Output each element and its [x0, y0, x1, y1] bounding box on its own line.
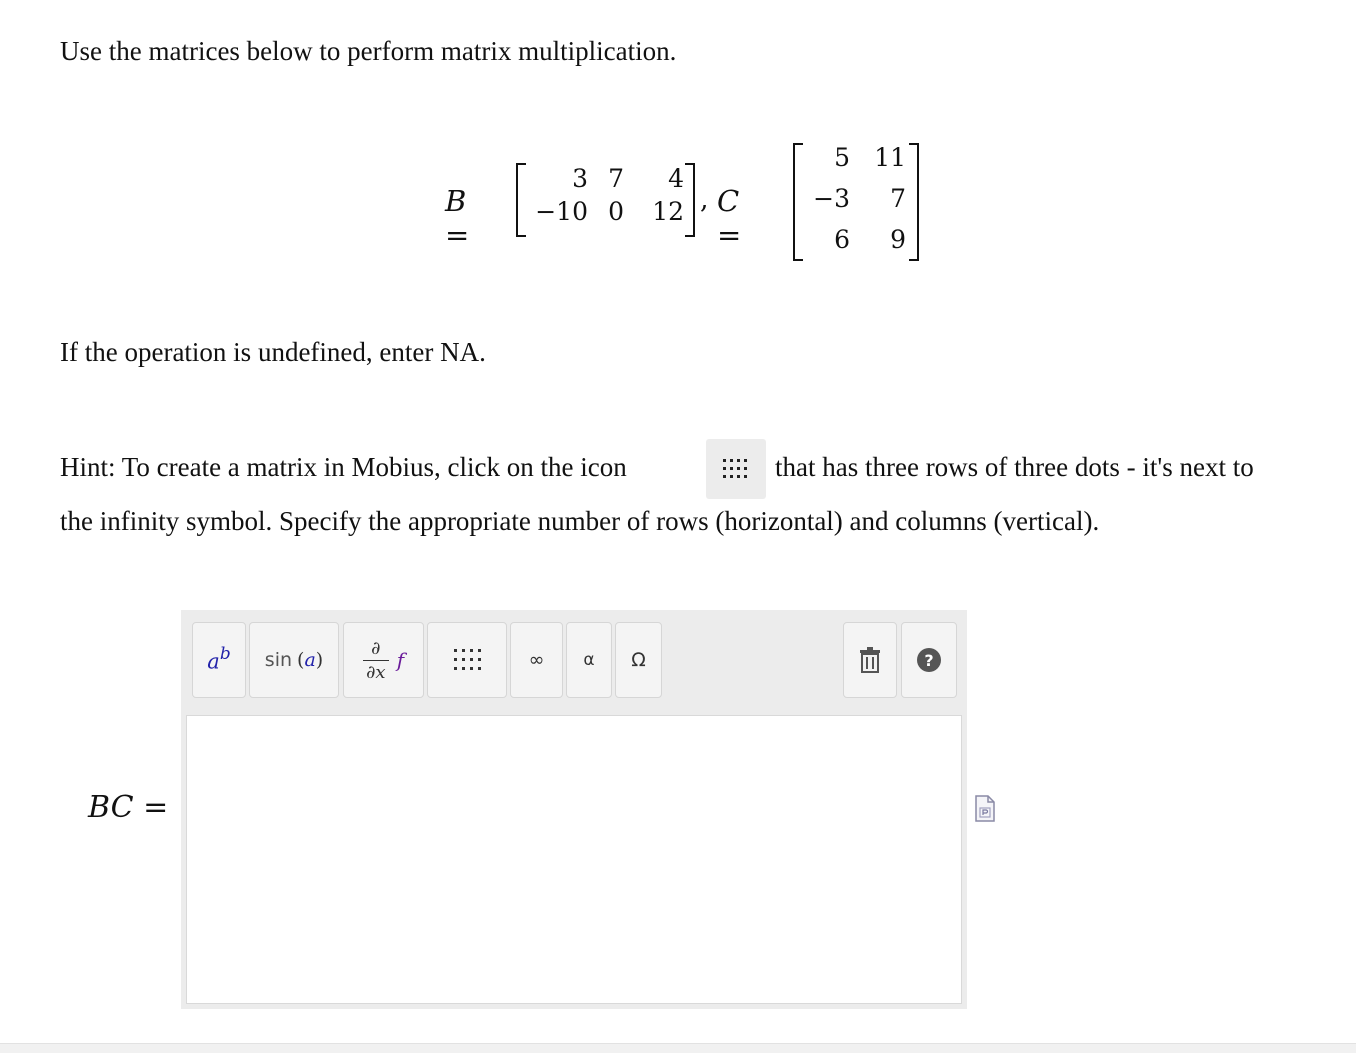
matrix-b-cell: 0 [608, 197, 624, 226]
hint-text-after: that has three rows of three dots - it's next to [775, 452, 1254, 482]
answer-equals: = [143, 790, 169, 825]
trash-icon [859, 647, 881, 673]
matrix-c-cell: 11 [874, 143, 906, 172]
greek-alpha-button[interactable] [566, 622, 612, 698]
intro-text: Use the matrices below to perform matrix multiplication. [60, 36, 677, 66]
infinity-symbol: ∞ [528, 649, 545, 671]
hint-text-line2: the infinity symbol. Specify the appropriate number of rows (horizontal) and columns (vertical). [60, 506, 1100, 536]
matrix-c-grid [808, 143, 906, 254]
matrix-b-equals: = [445, 218, 470, 252]
superscript-button[interactable] [192, 622, 246, 698]
matrix-c-cell: 7 [890, 184, 906, 213]
matrix-b-cell: 7 [608, 164, 624, 193]
greek-omega-button[interactable] [615, 622, 662, 698]
matrix-c-equals: = [717, 218, 742, 252]
derivative-numerator: ∂ [371, 637, 381, 659]
equation-editor [181, 610, 967, 1009]
alpha-symbol: α [583, 650, 595, 670]
matrix-b-cell: −10 [535, 197, 588, 226]
matrix-separator: , [700, 184, 709, 215]
matrix-c-label: C [717, 184, 740, 218]
help-icon [917, 648, 941, 672]
derivative-f: f [396, 648, 405, 672]
matrix-c-left-bracket [791, 142, 805, 262]
derivative-denominator: ∂x [366, 661, 386, 683]
hint-text-before: Hint: To create a matrix in Mobius, click on the icon [60, 452, 627, 482]
matrix-b-left-bracket [514, 162, 528, 238]
matrix-b-cell: 3 [572, 164, 588, 193]
superscript-base: a [207, 649, 220, 674]
sin-label: sin [264, 649, 293, 671]
matrix-b-cell: 4 [668, 164, 684, 193]
superscript-exp: b [219, 644, 231, 665]
undefined-note: If the operation is undefined, enter NA. [60, 337, 486, 367]
matrix-c-cell: 6 [834, 225, 850, 254]
answer-label [88, 790, 168, 825]
matrix-b-label: B [445, 184, 467, 218]
matrix-b-grid [532, 164, 684, 226]
help-glyph: ? [924, 650, 934, 670]
function-button[interactable]: sin (a) [249, 622, 339, 698]
matrix-c-cell: −3 [813, 184, 850, 213]
sin-arg: a [304, 649, 316, 671]
derivative-button[interactable] [343, 622, 424, 698]
matrix-c-cell: 5 [834, 143, 850, 172]
matrix-dots-icon [706, 439, 766, 499]
matrix-c-right-bracket [907, 142, 921, 262]
infinity-button[interactable] [510, 622, 563, 698]
omega-symbol: Ω [631, 649, 646, 671]
answer-label-text: BC [88, 790, 134, 825]
answer-input-area[interactable] [186, 715, 962, 1004]
matrix-dots-icon [450, 643, 484, 677]
help-button[interactable] [901, 622, 957, 698]
matrix-c-cell: 9 [890, 225, 906, 254]
preview-document-icon[interactable] [974, 795, 996, 828]
matrix-b-right-bracket [683, 162, 697, 238]
matrix-b-cell: 12 [652, 197, 684, 226]
matrix-button[interactable] [427, 622, 507, 698]
clear-button[interactable] [843, 622, 897, 698]
